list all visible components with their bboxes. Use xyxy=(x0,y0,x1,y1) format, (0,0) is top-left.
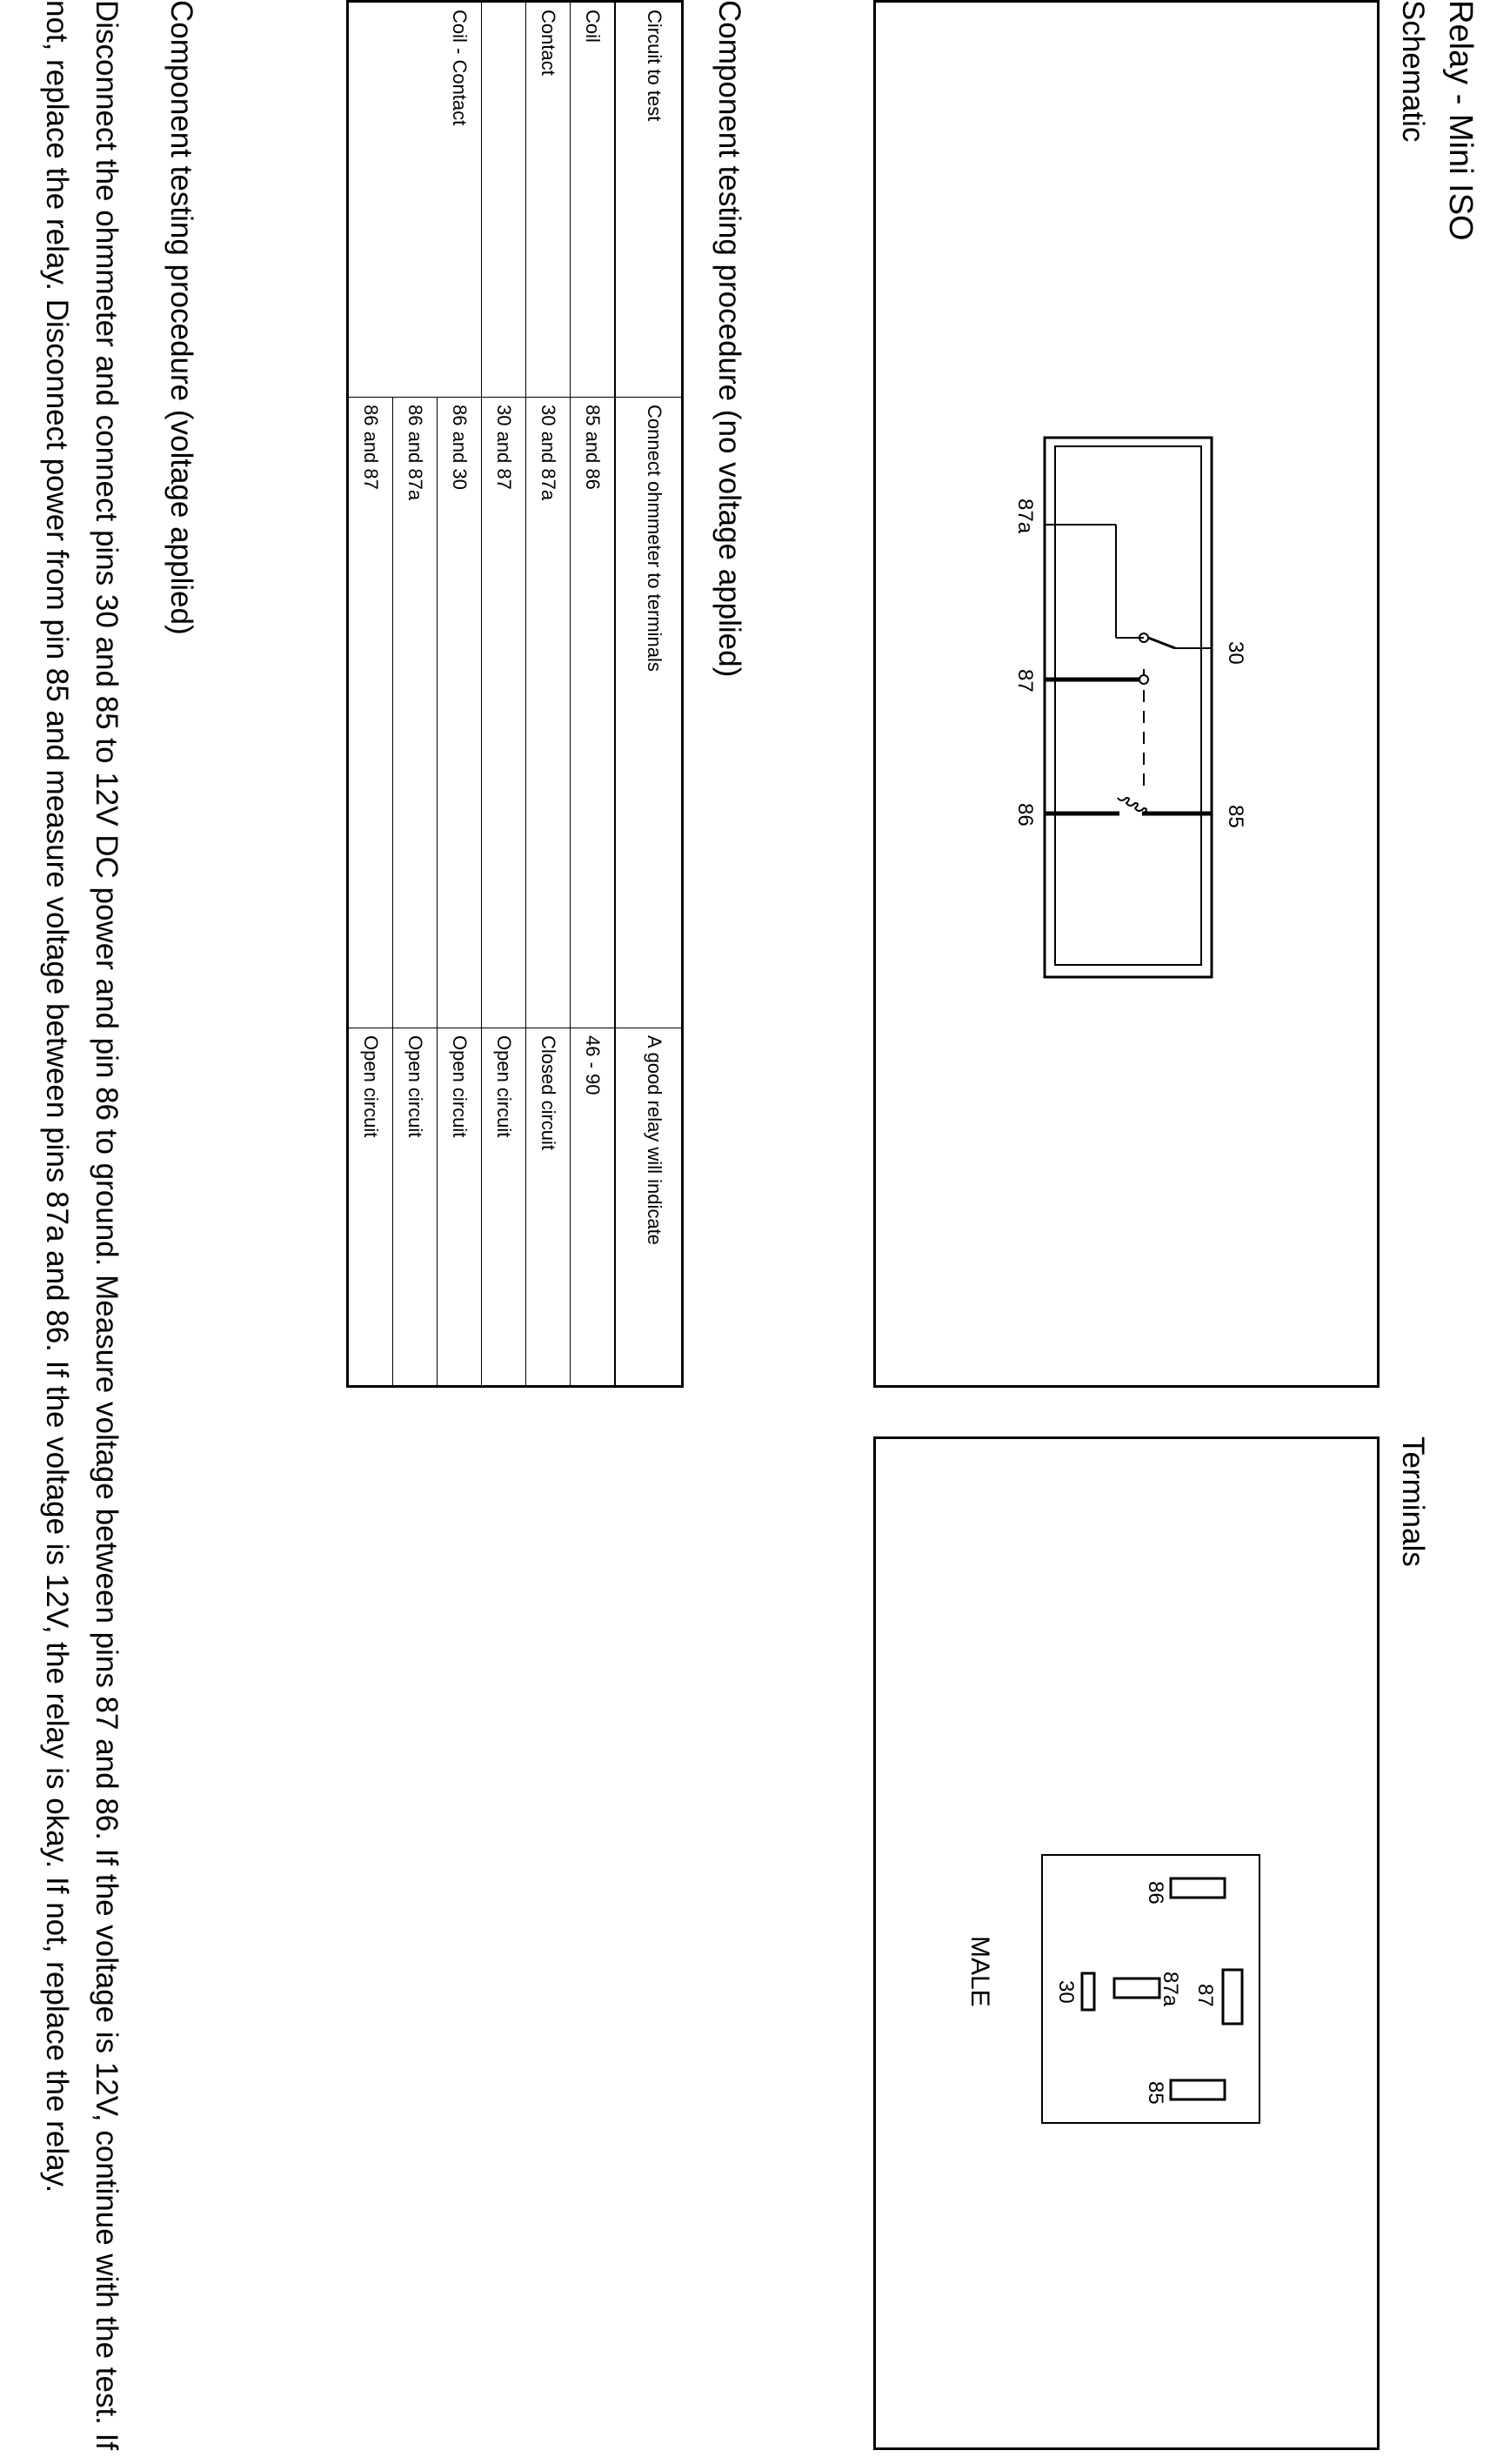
indicate-cell: Open circuit xyxy=(482,1028,526,1387)
pin-86-slot xyxy=(1171,1878,1225,1898)
terminals-cell: 86 and 87 xyxy=(348,398,393,1028)
table-row xyxy=(438,2,482,1387)
pin-label-85: 85 xyxy=(1224,805,1247,828)
relay-schematic-diagram xyxy=(876,3,1377,1385)
terminals-cell: 86 and 30 xyxy=(438,398,482,1028)
pin-label-87: 87 xyxy=(1013,669,1037,693)
no-voltage-test-table xyxy=(347,0,685,1388)
schematic-panel xyxy=(873,0,1380,1388)
connector-gender-label: MALE xyxy=(965,1936,994,2007)
voltage-applied-heading: Component testing procedure (voltage applied) xyxy=(164,0,198,635)
terminals-cell: 30 and 87a xyxy=(526,398,571,1028)
pin-87-label: 87 xyxy=(1193,1984,1217,2007)
circuit-cell: Coil - Contact xyxy=(449,10,471,126)
terminals-cell: 85 and 86 xyxy=(571,398,616,1028)
circuit-cell xyxy=(393,2,438,398)
terminal-layout-diagram xyxy=(876,1439,1377,2447)
page-title: Relay - Mini ISO xyxy=(1442,0,1479,241)
indicate-cell: Open circuit xyxy=(393,1028,438,1387)
pin-30-label: 30 xyxy=(1054,1980,1078,2004)
no-contact xyxy=(1139,675,1148,684)
column-header: Circuit to test xyxy=(616,2,683,398)
pin-86-label: 86 xyxy=(1144,1881,1167,1905)
no-voltage-heading: Component testing procedure (no voltage applied) xyxy=(712,0,746,678)
terminals-heading: Terminals xyxy=(1396,1436,1430,1567)
voltage-test-instructions: Disconnect the ohmmeter and connect pins 30 and 85 to 12V DC power and pin 86 to ground. Measure voltage between pins 87 and 86. If the voltage is 12V, continue with the test. If not, replace the relay. Disconnect power from pin 85 and measure voltage between pins 87a and 86. If the voltage is 12V, the relay is okay. If not, replace the relay. xyxy=(40,0,124,2451)
schematic-heading: Schematic xyxy=(1396,0,1430,143)
table-row xyxy=(348,2,393,1387)
schematic-outer-frame xyxy=(1045,438,1212,977)
pin-label-87a: 87a xyxy=(1013,499,1037,534)
column-header: Connect ohmmeter to terminals xyxy=(616,398,683,1028)
pin-85-label: 85 xyxy=(1144,2081,1167,2105)
terminals-cell: 30 and 87 xyxy=(482,398,526,1028)
circuit-cell: Contact xyxy=(538,10,560,76)
table-row xyxy=(393,2,438,1387)
terminals-cell: 86 and 87a xyxy=(393,398,438,1028)
pin-85-slot xyxy=(1171,2080,1225,2099)
circuit-cell xyxy=(482,2,526,398)
table-header-row xyxy=(616,2,683,1387)
circuit-cell: Coil xyxy=(571,2,616,398)
coil-winding xyxy=(1118,798,1146,814)
pin-label-86: 86 xyxy=(1013,803,1037,827)
circuit-cell xyxy=(348,2,393,398)
pin-30-slot xyxy=(1082,1973,1094,2010)
pin-87a-slot xyxy=(1114,1979,1159,1998)
indicate-cell: Open circuit xyxy=(348,1028,393,1387)
table-row xyxy=(571,2,616,1387)
pin-87-slot xyxy=(1223,1970,1242,2024)
table-row xyxy=(482,2,526,1387)
indicate-cell: Open circuit xyxy=(438,1028,482,1387)
table-row xyxy=(526,2,571,1387)
indicate-cell: 46 - 90 xyxy=(571,1028,616,1387)
pin-87a-label: 87a xyxy=(1159,1972,1182,2007)
indicate-cell: Closed circuit xyxy=(526,1028,571,1387)
pin-label-30: 30 xyxy=(1224,641,1247,665)
column-header: A good relay will indicate xyxy=(616,1028,683,1387)
terminals-panel xyxy=(873,1436,1380,2450)
